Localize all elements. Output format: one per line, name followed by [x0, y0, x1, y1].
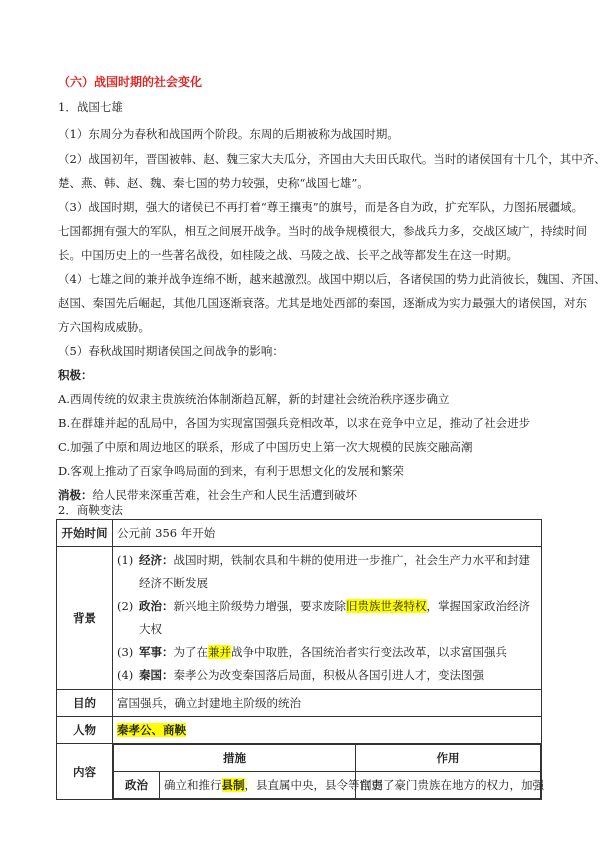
table-row: [57, 690, 542, 717]
background-item: [117, 549, 537, 595]
positive-item: C.加强了中原和周边地区的联系，形成了中国历史上第一次大规模的民族交融高潮: [58, 440, 473, 454]
background-item: [117, 641, 537, 664]
content-table: [113, 744, 544, 799]
measure-header: 措施: [114, 745, 356, 772]
effect-cell: 削弱了豪门贵族在地方的权力，加强: [356, 772, 541, 799]
highlighted-text: 县制: [221, 778, 245, 792]
person-qin-xiaogong: 秦孝公: [117, 723, 152, 737]
goal-label: 目的: [57, 690, 113, 717]
paragraph-line: （4）七雄之间的兼并战争连绵不断，越来越激烈。战国中期以后，各诸侯国的势力此消彼长，魏国、齐国、: [58, 272, 606, 286]
item-key: 经济：: [139, 553, 174, 567]
item-text: 战争中取胜，各国统治者实行变法改革，以求富国强兵: [231, 645, 507, 659]
positive-item: A.西周传统的奴隶主贵族统治体制渐趋瓦解，新的封建社会统治秩序逐步确立: [58, 392, 450, 406]
person-separator: 、: [151, 723, 163, 737]
background-label: 背景: [57, 547, 113, 690]
person-value: [113, 717, 542, 744]
item-text: 战国时期，铁制农具和牛耕的使用进一步推广，社会生产力水平和封建经济不断发展: [139, 553, 530, 590]
item-number: (4): [117, 668, 134, 682]
item-key: 军事：: [139, 645, 174, 659]
negative-line: [58, 488, 357, 502]
item-number: (1): [117, 553, 134, 567]
measure-text: ，县直属中央，县令等官吏: [244, 778, 383, 792]
item-text: ，掌握国家政治经济大权: [139, 599, 530, 636]
positive-label: 积极：: [58, 368, 93, 382]
heading-shang-yang-reform: 2．商鞅变法: [58, 503, 123, 517]
content-cell: [113, 744, 542, 800]
item-text: 秦孝公为改变秦国落后局面，积极从各国引进人才，变法图强: [173, 668, 484, 682]
content-label: 内容: [57, 744, 113, 800]
row-label-politics: 政治: [114, 772, 160, 799]
negative-text: 给人民带来深重苦难，社会生产和人民生活遭到破坏: [92, 488, 357, 502]
item-text: 新兴地主阶级势力增强，要求废除: [173, 599, 346, 613]
background-item: [117, 664, 537, 687]
start-time-label: 开始时间: [57, 520, 113, 547]
paragraph-line: 赵国、秦国先后崛起，其他几国逐渐衰落。尤其是地处西部的秦国，逐渐成为实力最强大的诸侯国，对东: [58, 296, 587, 310]
table-row: [57, 744, 542, 800]
table-row: [57, 547, 542, 690]
measure-cell: [160, 772, 383, 799]
section-title: （六）战国时期的社会变化: [58, 75, 203, 89]
reform-table: [56, 519, 542, 800]
highlighted-text: 旧贵族世袭特权: [346, 599, 427, 613]
paragraph-line: （1）东周分为春秋和战国两个阶段。东周的后期被称为战国时期。: [58, 127, 399, 141]
person-label: 人物: [57, 717, 113, 744]
table-row: [57, 520, 542, 547]
start-time-value: 公元前 356 年开始: [113, 520, 542, 547]
positive-item: B.在群雄并起的乱局中，各国为实现富国强兵竞相改革，以求在竞争中立足，推动了社会进步: [58, 416, 531, 430]
item-text: 为了在: [173, 645, 208, 659]
background-item: [117, 595, 537, 641]
goal-value: 富国强兵，确立封建地主阶级的统治: [113, 690, 542, 717]
content-header-row: [114, 745, 541, 772]
measure-text: 确立和推行: [164, 778, 222, 792]
table-row: [57, 717, 542, 744]
paragraph-line: 七国都拥有强大的军队，相互之间展开战争。当时的战争规模很大，参战兵力多，交战区域广，持续时间: [58, 224, 587, 238]
highlighted-text: 兼并: [208, 645, 231, 659]
paragraph-line: 长。中国历史上的一些著名战役，如桂陵之战、马陵之战、长平之战等都发生在这一时期。: [58, 248, 518, 262]
effect-header: 作用: [356, 745, 541, 772]
paragraph-line: （5）春秋战国时期诸侯国之间战争的影响：: [58, 344, 284, 358]
item-key: 秦国：: [139, 668, 174, 682]
content-row: [114, 772, 541, 799]
background-cell: [113, 547, 542, 690]
positive-item: D.客观上推动了百家争鸣局面的到来，有利于思想文化的发展和繁荣: [58, 464, 404, 478]
paragraph-line: 楚、燕、韩、赵、魏、秦七国的势力较强，史称“战国七雄”。: [58, 176, 369, 190]
paragraph-line: 方六国构成威胁。: [58, 320, 150, 334]
item-key: 政治：: [139, 599, 174, 613]
negative-label: 消极：: [58, 488, 93, 502]
person-shang-yang: 商鞅: [163, 723, 186, 737]
paragraph-line: （3）战国时期，强大的诸侯已不再打着“尊王攘夷”的旗号，而是各自为政，扩充军队，力图拓展疆域。: [58, 200, 584, 214]
heading-warring-states: 1．战国七雄: [58, 100, 123, 114]
paragraph-line: （2）战国初年，晋国被韩、赵、魏三家大夫瓜分，齐国由大夫田氏取代。当时的诸侯国有十几个，其中齐、: [58, 152, 606, 166]
item-number: (2): [117, 599, 134, 613]
item-number: (3): [117, 645, 134, 659]
